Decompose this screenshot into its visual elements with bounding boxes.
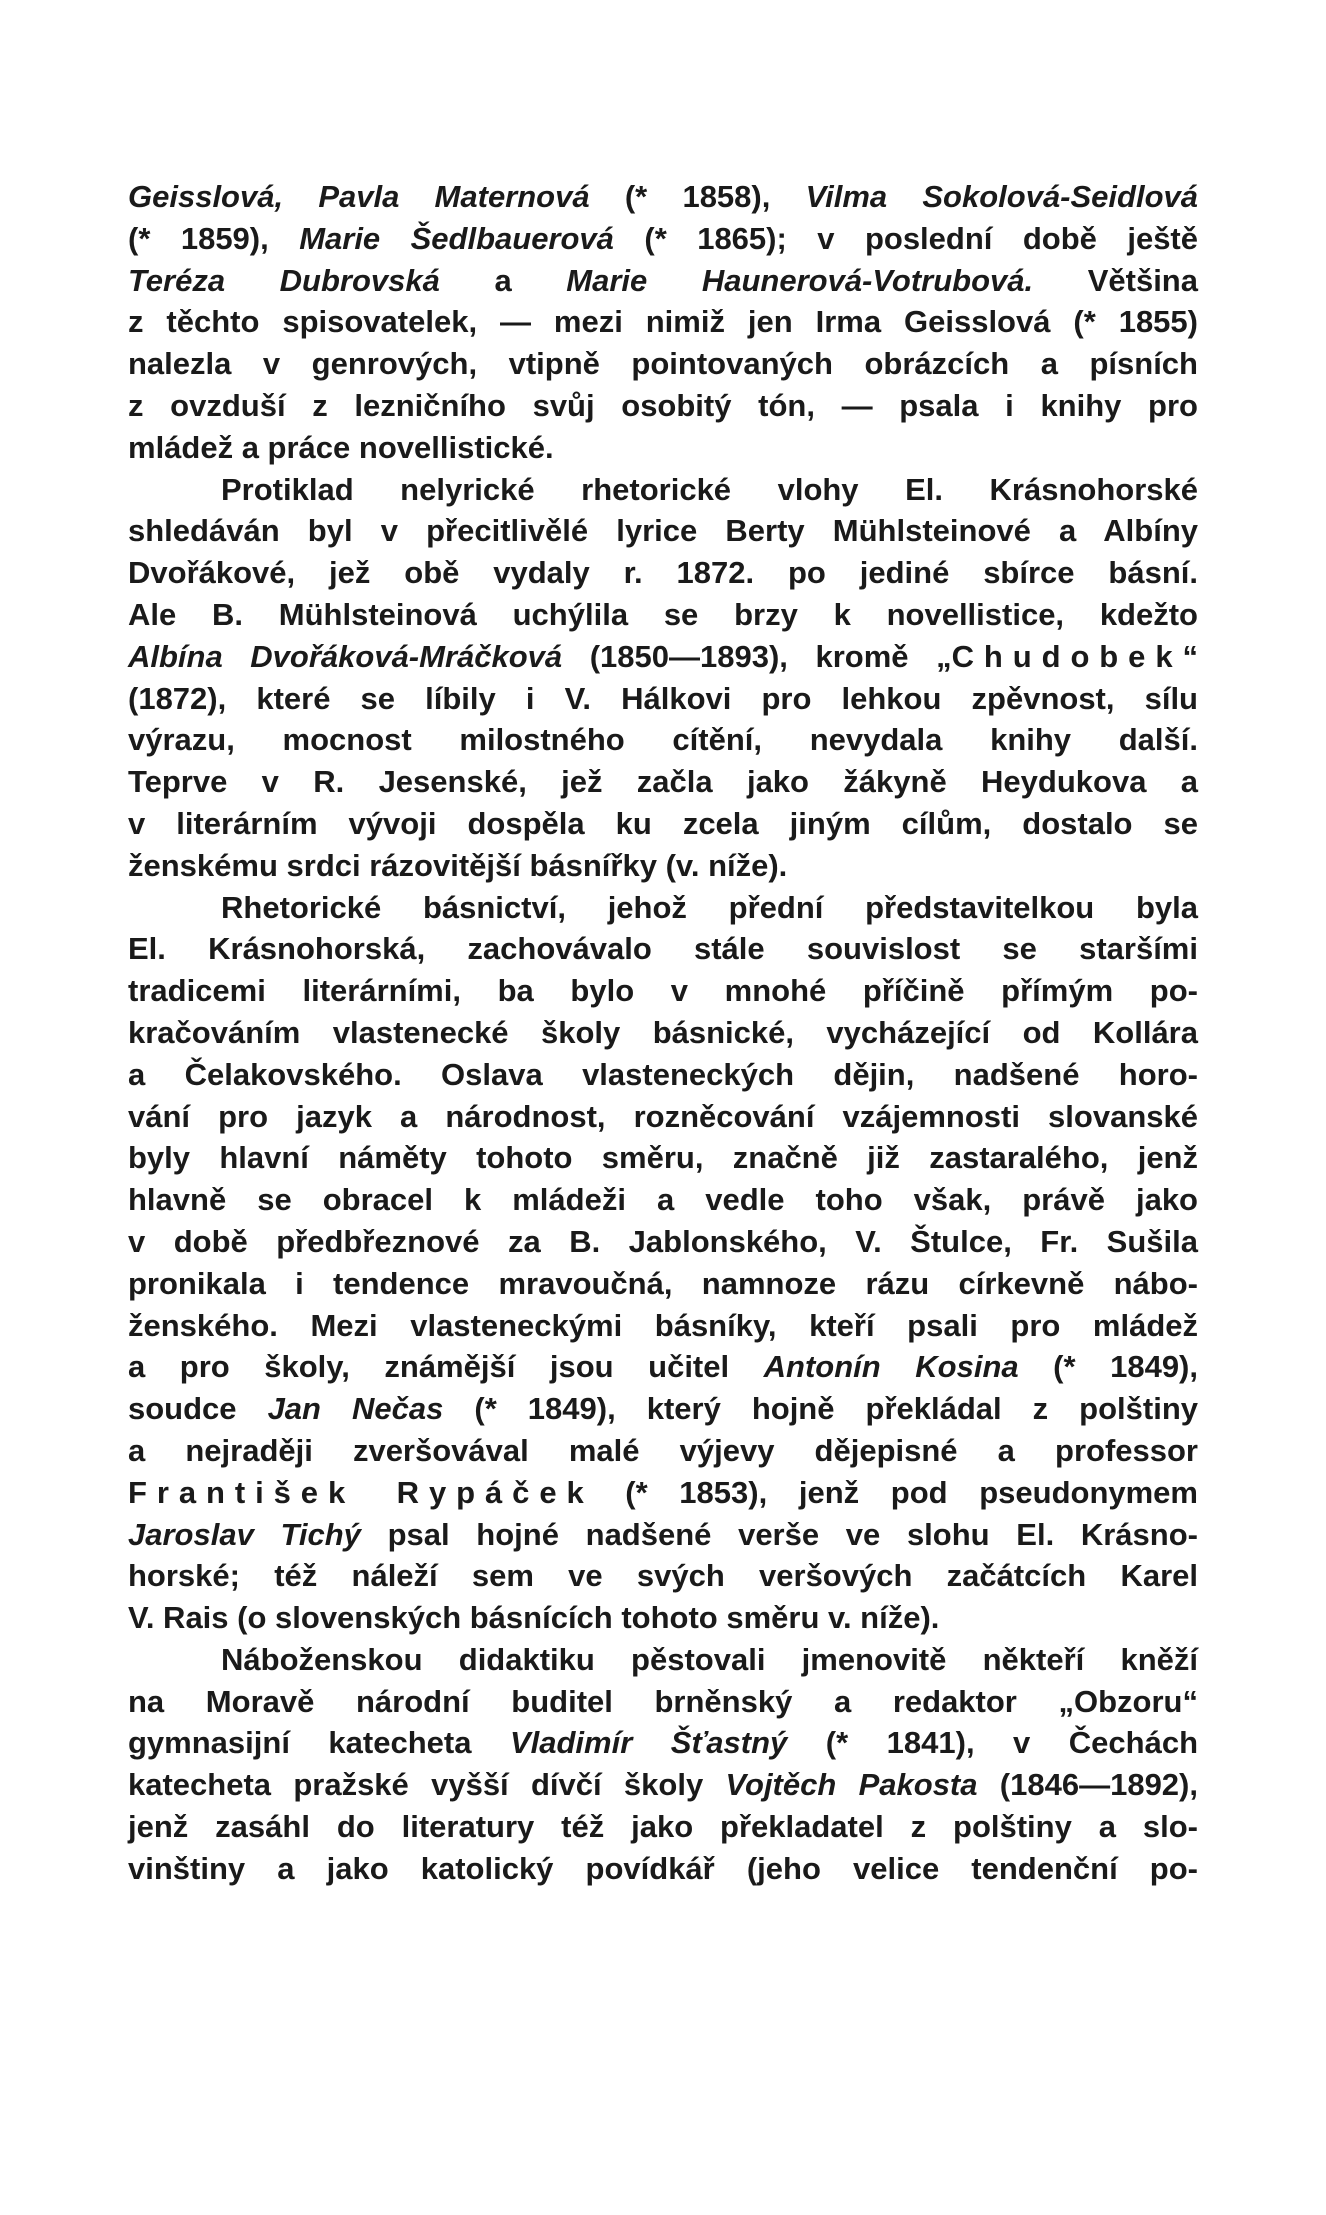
text-segment: (* 1858),	[589, 179, 806, 214]
text-line	[128, 1012, 1198, 1054]
text-line	[128, 761, 1198, 803]
text-line	[128, 176, 1198, 218]
text-segment: z ovzduší z lezničního svůj osobitý tón, — psala i knihy pro	[128, 387, 1198, 423]
page-text-block	[128, 176, 1198, 1890]
text-line	[128, 1263, 1198, 1305]
text-segment: na Moravě národní buditel brněnský a redaktor „Obzoru“	[128, 1683, 1198, 1719]
text-segment: gymnasijní katecheta	[128, 1725, 510, 1761]
text-line	[128, 1848, 1198, 1890]
text-line	[128, 1305, 1198, 1347]
text-line	[128, 427, 1198, 469]
text-line	[128, 1430, 1198, 1472]
text-line	[128, 552, 1198, 594]
text-line	[128, 1346, 1198, 1388]
text-line	[128, 1096, 1198, 1138]
italic-name-text: Teréza Dubrovská	[128, 262, 440, 298]
text-segment: El. Krásnohorská, zachovávalo stále souvislost se staršími	[128, 931, 1198, 967]
text-line	[128, 218, 1198, 260]
text-segment: V. Rais (o slovenských básnících tohoto směru v. níže).	[128, 1600, 940, 1636]
italic-name-text: Jaroslav Tichý	[128, 1516, 361, 1552]
text-segment: Teprve v R. Jesenské, jež začla jako žákyně Heydukova a	[128, 764, 1198, 800]
spaced-text: Chudobek	[951, 638, 1183, 674]
text-segment: v literárním vývoji dospěla ku zcela jiným cílům, dostalo se	[128, 805, 1198, 841]
text-line	[128, 887, 1198, 929]
text-line	[128, 845, 1198, 887]
text-segment: Náboženskou didaktiku pěstovali jmenovitě někteří kněží	[221, 1641, 1198, 1677]
text-line	[128, 510, 1198, 552]
text-segment: (* 1841), v Čechách	[787, 1725, 1198, 1761]
text-line	[128, 1514, 1198, 1556]
text-segment: nalezla v genrových, vtipně pointovaných obrázcích a písních	[128, 346, 1198, 382]
text-line	[128, 301, 1198, 343]
text-segment: Rhetorické básnictví, jehož přední představitelkou byla	[221, 889, 1198, 925]
text-line	[128, 594, 1198, 636]
text-line	[128, 803, 1198, 845]
text-segment: výrazu, mocnost milostného cítění, nevydala knihy další.	[128, 722, 1198, 758]
text-line	[128, 1806, 1198, 1848]
text-line	[128, 1639, 1198, 1681]
text-segment: ženského. Mezi vlasteneckými básníky, kteří psali pro mládež	[128, 1307, 1198, 1343]
italic-name-text: Antonín Kosina	[763, 1349, 1019, 1385]
italic-name-text: Jan Nečas	[267, 1391, 444, 1427]
text-line	[128, 1388, 1198, 1430]
text-segment: “	[1182, 638, 1198, 674]
text-line	[128, 1597, 1198, 1639]
text-segment: tradicemi literárními, ba bylo v mnohé příčině přímým po-	[128, 973, 1198, 1009]
text-segment: psal hojné nadšené verše ve slohu El. Krásno-	[360, 1516, 1198, 1552]
text-segment: vinštiny a jako katolický povídkář (jeho velice tendenční po-	[128, 1850, 1198, 1886]
text-segment: byly hlavní náměty tohoto směru, značně již zastaralého, jenž	[128, 1140, 1198, 1176]
text-line	[128, 1179, 1198, 1221]
text-segment: (1850—1893), kromě „	[562, 638, 952, 674]
text-segment: jenž zasáhl do literatury též jako překladatel z polštiny a slo-	[128, 1809, 1198, 1845]
italic-name-text: Albína Dvořáková-Mráčková	[128, 638, 563, 674]
text-segment: z těchto spisovatelek, — mezi nimiž jen Irma Geisslová (* 1855)	[128, 304, 1198, 340]
text-segment: a pro školy, známější jsou učitel	[128, 1349, 764, 1385]
text-segment: a nejraději zveršovával malé výjevy dějepisné a professor	[128, 1432, 1198, 1468]
text-line	[128, 1137, 1198, 1179]
italic-name-text: Marie Šedlbauerová	[299, 220, 614, 256]
text-segment: (* 1865); v poslední době ještě	[613, 220, 1198, 256]
text-segment: a Čelakovského. Oslava vlasteneckých dějin, nadšené horo-	[128, 1056, 1198, 1092]
text-line	[128, 719, 1198, 761]
text-line	[128, 1054, 1198, 1096]
italic-name-text: Geisslová, Pavla Maternová	[128, 179, 590, 214]
text-segment: (1846—1892),	[977, 1767, 1198, 1803]
text-segment: Protiklad nelyrické rhetorické vlohy El. Krásnohorské	[221, 471, 1198, 507]
text-line	[128, 678, 1198, 720]
text-line	[128, 1221, 1198, 1263]
spaced-text: František Rypáček	[128, 1474, 594, 1510]
text-line	[128, 260, 1198, 302]
text-segment: soudce	[128, 1391, 268, 1427]
text-segment: pronikala i tendence mravoučná, namnoze rázu církevně nábo-	[128, 1265, 1198, 1301]
italic-name-text: Vojtěch Pakosta	[725, 1767, 978, 1803]
text-line	[128, 928, 1198, 970]
text-line	[128, 469, 1198, 511]
text-line	[128, 1722, 1198, 1764]
text-line	[128, 636, 1198, 678]
text-line	[128, 1681, 1198, 1723]
text-segment: mládež a práce novellistické.	[128, 429, 554, 465]
text-segment: Ale B. Mühlsteinová uchýlila se brzy k novellistice, kdežto	[128, 596, 1198, 632]
text-segment: katecheta pražské vyšší dívčí školy	[128, 1767, 726, 1803]
text-line	[128, 1555, 1198, 1597]
text-segment: ženskému srdci rázovitější básnířky (v. níže).	[128, 847, 788, 883]
text-segment: a	[439, 262, 567, 298]
text-line	[128, 343, 1198, 385]
text-segment: horské; též náleží sem ve svých veršových začátcích Karel	[128, 1558, 1198, 1594]
text-segment: hlavně se obracel k mládeži a vedle toho však, právě jako	[128, 1182, 1198, 1218]
text-segment: Dvořákové, jež obě vydaly r. 1872. po jediné sbírce básní.	[128, 555, 1198, 591]
text-line	[128, 1764, 1198, 1806]
text-segment: (* 1853), jenž pod pseudonymem	[593, 1474, 1198, 1510]
text-segment: (* 1849),	[1018, 1349, 1198, 1385]
text-line	[128, 385, 1198, 427]
text-segment: (* 1859),	[128, 220, 300, 256]
text-segment: (1872), které se líbily i V. Hálkovi pro lehkou zpěvnost, sílu	[128, 680, 1198, 716]
italic-name-text: Vladimír Šťastný	[509, 1725, 788, 1761]
italic-name-text: Vilma Sokolová-Seidlová	[805, 179, 1199, 214]
text-segment: (* 1849), který hojně překládal z polštiny	[443, 1391, 1199, 1427]
text-segment: Většina	[1033, 262, 1198, 298]
text-line	[128, 970, 1198, 1012]
text-segment: shledáván byl v přecitlivělé lyrice Berty Mühlsteinové a Albíny	[128, 513, 1198, 549]
text-segment: vání pro jazyk a národnost, rozněcování vzájemnosti slovanské	[128, 1098, 1198, 1134]
text-segment: v době předbřeznové za B. Jablonského, V. Štulce, Fr. Sušila	[128, 1223, 1198, 1259]
text-line	[128, 1472, 1198, 1514]
text-segment: kračováním vlastenecké školy básnické, vycházející od Kollára	[128, 1014, 1198, 1050]
italic-name-text: Marie Haunerová-Votrubová.	[566, 262, 1034, 298]
